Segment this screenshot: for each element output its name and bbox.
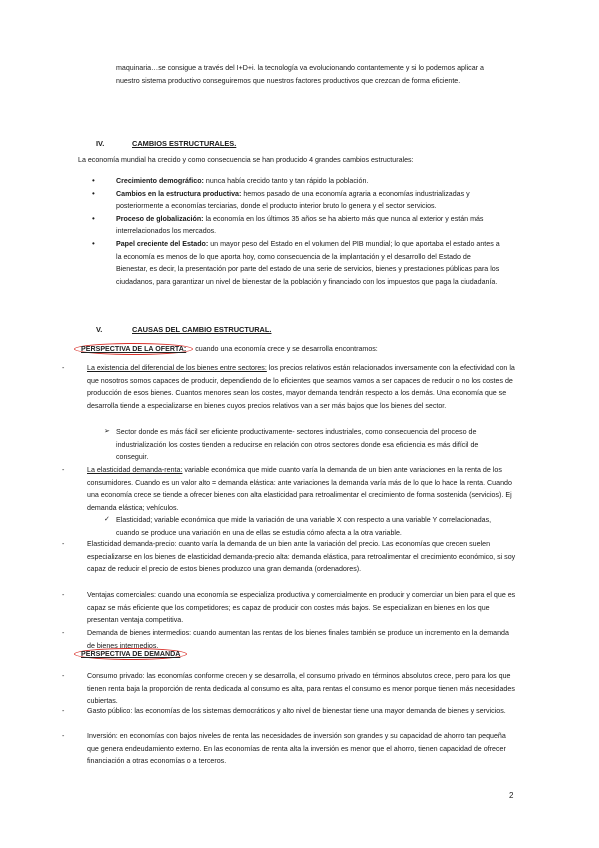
oferta-item: - La elasticidad demanda-renta: variable económica que mide cuanto varía la demanda de un bien ante variaciones en la renta de los consumidores. Cuando es un valor alto = demanda elástica: ante variaciones la demanda varía más de lo que lo hace la renta. Cuando una economía crece se tiende a ofrecer bienes con alta elasticidad para retroalimentar el crecimiento de forma sostenida (servicios). Ej demanda elástica; vehículos. (62, 466, 512, 512)
section-number: V. (96, 325, 103, 334)
section-number: IV. (96, 139, 105, 148)
oferta-subitem: ✓ Elasticidad; variable económica que mide la variación de una variable X con respecto a una variable Y correlacionadas, cuando se produce una variación en una de ellas se estudia cómo afecta a la otra variable. (104, 516, 492, 537)
list-item: • Papel creciente del Estado: un mayor peso del Estado en el volumen del PIB mundial; lo que aportaba el estado antes a la economía es menos de lo que aporta hoy, como consecuencia de la implantación y el desarrollo del Estado de Bienestar, es decir, la presentación por parte del estado de una serie de servicios, bienes y prestaciones públicas para los ciudadanos, para garantizar un nivel de bienestar de la población y financiado con los impuestos que paga la ciudadanía. (116, 238, 501, 288)
demanda-item: - Inversión: en economías con bajos niveles de renta las necesidades de inversión son grandes y su capacidad de ahorro tan pequeña que genera endeudamiento externo. En las economías de renta alta la inversión es menor que el ahorro, tienen capacidad de ofrecer financiación a otras economías o a terceros. (62, 732, 506, 766)
section-title: CAUSAS DEL CAMBIO ESTRUCTURAL. (132, 325, 272, 334)
oferta-subitem: ➢ Sector donde es más fácil ser eficiente productivamente- sectores industriales, como consecuencia del proceso de industrialización los costes tienden a reducirse en relación con otros sectores donde esa eficiencia es más difícil de conseguir. (104, 428, 479, 462)
oferta-item: - Elasticidad demanda-precio: cuanto varía la demanda de un bien ante la variación del precio. Las economías que crecen suelen especializarse en los bienes de elasticidad demanda-precio alta: demanda elástica, para retroalimentar el crecimiento económico, si soy capaz de reducir el precio de estos bienes produzco una gran demanda (ordenadores). (62, 540, 516, 574)
arrow-bullet-icon: ➢ (104, 428, 110, 435)
list-item: • Crecimiento demográfico: nunca había crecido tanto y tan rápido la población. (116, 175, 501, 188)
checkmark-icon: ✓ (104, 516, 110, 523)
section-iv-intro: La economía mundial ha crecido y como consecuencia se han producido 4 grandes cambios estructurales: (78, 156, 414, 164)
oferta-item: - Ventajas comerciales: cuando una economía se especializa productiva y comercialmente en producir y comerciar un bien para el que es capaz se más eficiente que los competidores; es capaz de producir con costes más bajos. Se especializan en bienes en los que presentan ventaja competitiva. (62, 591, 516, 625)
oferta-circled-label: PERSPECTIVA DE LA OFERTA: (74, 343, 193, 355)
oferta-item: - La existencia del diferencial de los bienes entre sectores: los precios relativos están relacionados inversamente con la efectividad con la que nosotros somos capaces de producir, dependiendo de lo eficientes que seamos vamos a ser capaces de reducir o no los costes de producción de esos bienes. Cuantos menores sean los costes, mayor demanda tendrán respecto a los demás. Una economía que se desarrolla tiende a especializarse en bienes cuyos precios relativos van a ser más bajos que los bienes del sector. (62, 364, 515, 410)
demanda-item: - Consumo privado: las economías conforme crecen y se desarrolla, el consumo privado en términos absolutos crece, pero para los que tienen renta baja la proporción de renta dedicada al consumo es alta, para rentas el consumo es menor porque tienen más necesidades cubiertas. (62, 672, 515, 706)
section-heading-v (96, 325, 271, 334)
oferta-intro-line: PERSPECTIVA DE LA OFERTA: cuando una economía crece y se desarrolla encontramos: (74, 343, 514, 356)
demanda-heading (74, 648, 187, 661)
oferta-item: - Demanda de bienes intermedios: cuando aumentan las rentas de los bienes finales también se produce un incremento en la demanda de bienes intermedios. (62, 629, 509, 650)
structural-changes-list (116, 175, 501, 288)
demanda-circled-label: PERSPECTIVA DE DEMANDA (74, 648, 187, 660)
list-item: • Cambios en la estructura productiva: hemos pasado de una economía agraria a economías industrializadas y posteriormente a economías terciarias, donde el producto interior bruto lo genera y el sector servicios. (116, 188, 501, 213)
section-title: CAMBIOS ESTRUCTURALES. (132, 139, 237, 148)
list-item: • Proceso de globalización: la economía en los últimos 35 años se ha abierto más que nunca al exterior y están más interrelacionados los mercados. (116, 213, 501, 238)
page-number: 2 (509, 791, 514, 800)
demanda-item: - Gasto público: las economías de los sistemas democráticos y alto nivel de bienestar tiene una mayor demanda de bienes y servicios. (62, 707, 506, 715)
section-heading-iv (96, 139, 236, 148)
intro-paragraph: maquinaria…se consigue a través del I+D+i. la tecnología va evolucionando contantemente y si lo podemos aplicar a nuestro sistema productivo conseguiremos que nuestros factores productivos que crezcan de forma eficiente. (116, 64, 484, 85)
